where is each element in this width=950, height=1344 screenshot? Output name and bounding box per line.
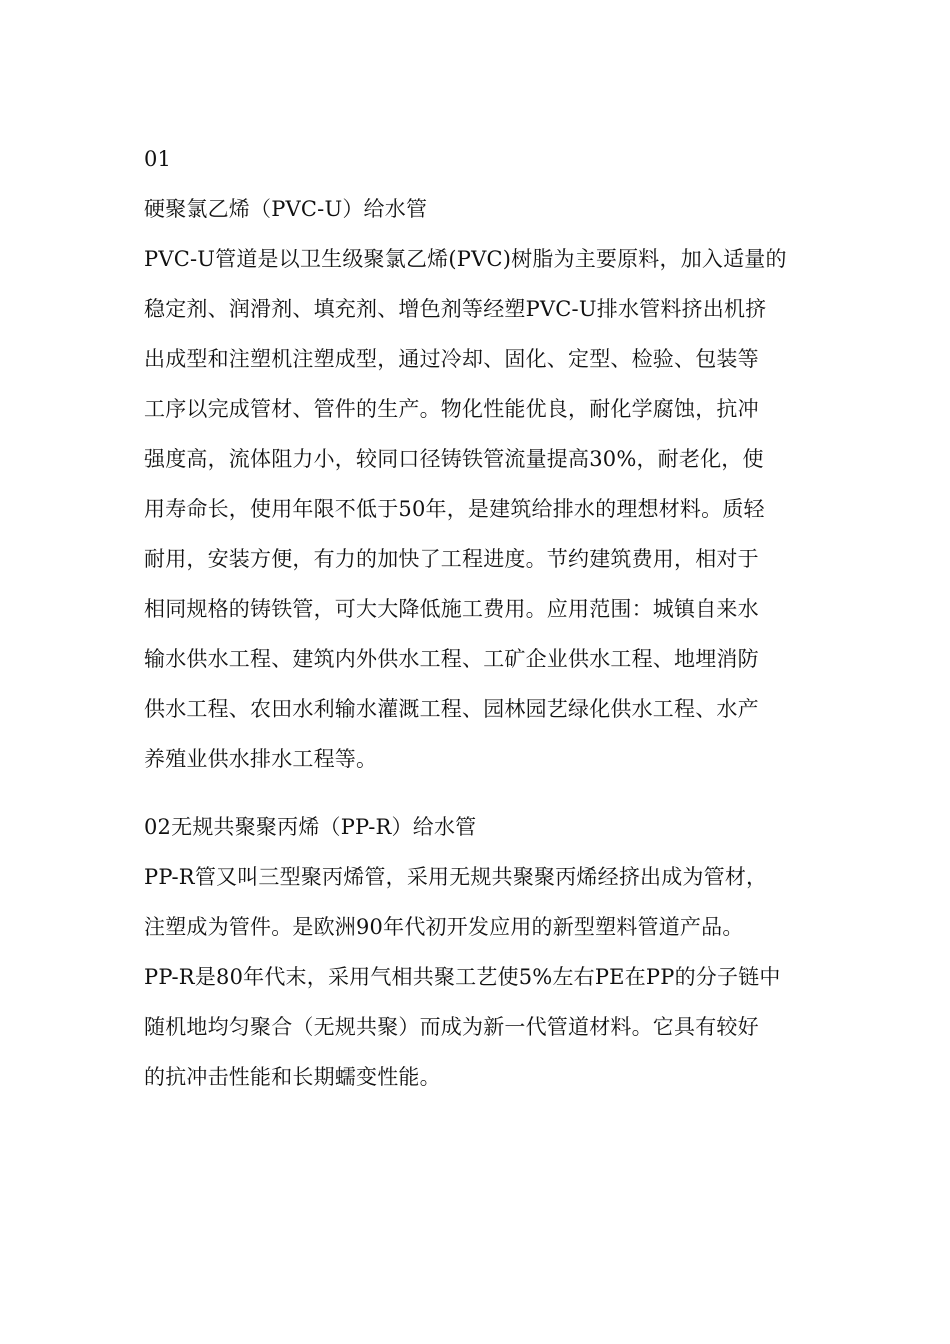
paragraph-line: 随机地均匀聚合（无规共聚）而成为新一代管道材料。它具有较好 <box>144 1015 759 1039</box>
paragraph-line: 稳定剂、润滑剂、填充剂、增色剂等经塑PVC-U排水管料挤出机挤 <box>144 297 767 321</box>
document-body <box>144 134 808 1102</box>
section-title: 02无规共聚聚丙烯（PP-R）给水管 <box>144 815 477 839</box>
paragraph-line: 供水工程、农田水利输水灌溉工程、园林园艺绿化供水工程、水产 <box>144 697 759 721</box>
paragraph-line: 养殖业供水排水工程等。 <box>144 747 378 771</box>
paragraph-line: 耐用，安装方便，有力的加快了工程进度。节约建筑费用，相对于 <box>144 547 759 571</box>
section-number: 01 <box>144 147 172 171</box>
paragraph-line: 的抗冲击性能和长期蠕变性能。 <box>144 1065 441 1089</box>
paragraph-line: 出成型和注塑机注塑成型，通过冷却、固化、定型、检验、包装等 <box>144 347 759 371</box>
section-pvc-u <box>144 134 808 784</box>
paragraph-line: 相同规格的铸铁管，可大大降低施工费用。应用范围：城镇自来水 <box>144 597 759 621</box>
paragraph-line: PVC-U管道是以卫生级聚氯乙烯(PVC)树脂为主要原料，加入适量的 <box>144 247 787 271</box>
paragraph-line: 输水供水工程、建筑内外供水工程、工矿企业供水工程、地埋消防 <box>144 647 759 671</box>
paragraph-line: PP-R管又叫三型聚丙烯管，采用无规共聚聚丙烯经挤出成为管材， <box>144 865 768 889</box>
paragraph-line: 注塑成为管件。是欧洲90年代初开发应用的新型塑料管道产品。 <box>144 915 744 939</box>
section-title: 硬聚氯乙烯（PVC-U）给水管 <box>144 197 428 221</box>
paragraph-line: 强度高，流体阻力小，较同口径铸铁管流量提高30%，耐老化，使 <box>144 447 764 471</box>
paragraph-line: 工序以完成管材、管件的生产。物化性能优良，耐化学腐蚀，抗冲 <box>144 397 759 421</box>
paragraph-line: PP-R是80年代末，采用气相共聚工艺使5%左右PE在PP的分子链中 <box>144 965 781 989</box>
paragraph-line: 用寿命长，使用年限不低于50年，是建筑给排水的理想材料。质轻 <box>144 497 765 521</box>
section-spacer <box>144 784 808 802</box>
section-pp-r <box>144 802 808 1102</box>
